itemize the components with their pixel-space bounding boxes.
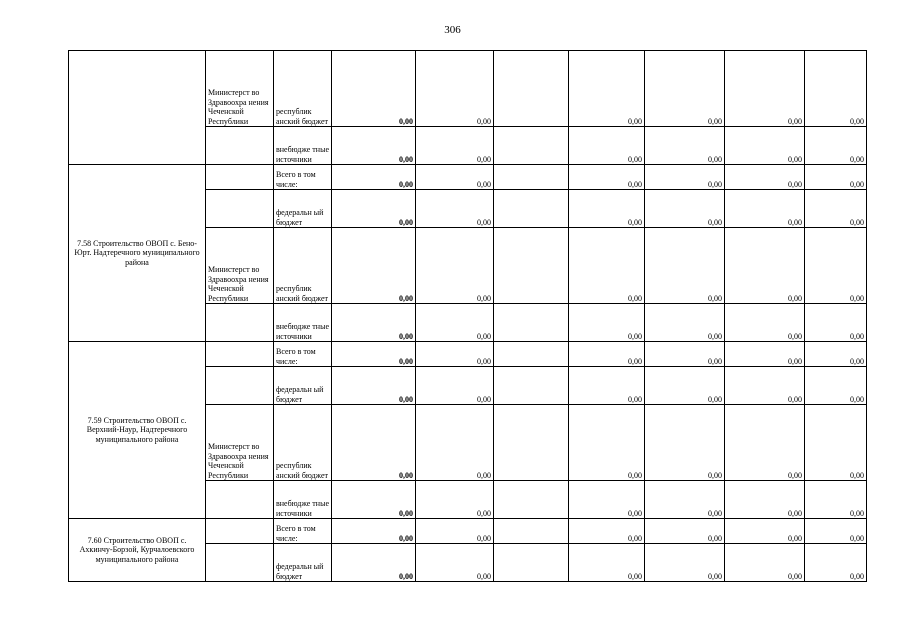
amount-cell: 0,00 [416,481,494,519]
responsible-cell [206,165,274,190]
amount-cell: 0,00 [805,544,867,582]
amount-cell: 0,00 [805,519,867,544]
responsible-cell: Министерст во Здравоохра нения Чеченской Республики [206,228,274,304]
amount-cell: 0,00 [569,228,645,304]
amount-cell: 0,00 [725,342,805,367]
amount-cell: 0,00 [725,228,805,304]
amount-cell: 0,00 [645,304,725,342]
responsible-cell [206,519,274,544]
table-row [69,519,867,544]
amount-cell: 0,00 [805,342,867,367]
amount-cell: 0,00 [332,544,416,582]
amount-cell [494,228,569,304]
amount-cell: 0,00 [569,544,645,582]
amount-cell: 0,00 [725,127,805,165]
amount-cell [494,544,569,582]
page-number: 306 [444,24,461,36]
funding-source-cell: федеральн ый бюджет [274,190,332,228]
amount-cell: 0,00 [569,481,645,519]
amount-cell: 0,00 [569,51,645,127]
amount-cell: 0,00 [725,405,805,481]
amount-cell: 0,00 [725,165,805,190]
amount-cell: 0,00 [416,367,494,405]
responsible-cell [206,481,274,519]
amount-cell: 0,00 [805,51,867,127]
object-title-cell [69,51,206,165]
amount-cell: 0,00 [725,481,805,519]
amount-cell: 0,00 [332,481,416,519]
object-title-cell: 7.59 Строительство ОВОП с. Верхний-Наур, Надтеречного муниципального района [69,342,206,519]
amount-cell: 0,00 [569,304,645,342]
amount-cell: 0,00 [805,304,867,342]
amount-cell [494,190,569,228]
amount-cell: 0,00 [725,367,805,405]
funding-source-cell: внебюдже тные источники [274,304,332,342]
amount-cell: 0,00 [725,304,805,342]
funding-source-cell: внебюдже тные источники [274,127,332,165]
table-row [69,165,867,190]
amount-cell: 0,00 [416,342,494,367]
amount-cell: 0,00 [332,228,416,304]
amount-cell: 0,00 [332,519,416,544]
amount-cell: 0,00 [332,190,416,228]
funding-source-cell: Всего в том числе: [274,165,332,190]
amount-cell: 0,00 [332,127,416,165]
amount-cell: 0,00 [725,190,805,228]
amount-cell [494,481,569,519]
amount-cell: 0,00 [569,127,645,165]
amount-cell: 0,00 [805,127,867,165]
responsible-cell [206,342,274,367]
funding-source-cell: республик анский бюджет [274,228,332,304]
table-row [69,51,867,127]
amount-cell: 0,00 [805,165,867,190]
amount-cell [494,51,569,127]
amount-cell: 0,00 [416,127,494,165]
budget-table [68,50,867,582]
funding-source-cell: республик анский бюджет [274,405,332,481]
responsible-cell [206,127,274,165]
responsible-cell [206,367,274,405]
funding-source-cell: Всего в том числе: [274,342,332,367]
table-row [69,342,867,367]
amount-cell: 0,00 [645,481,725,519]
amount-cell: 0,00 [645,544,725,582]
amount-cell: 0,00 [645,405,725,481]
amount-cell: 0,00 [332,342,416,367]
amount-cell [494,342,569,367]
object-title-cell: 7.58 Строительство ОВОП с. Бено-Юрт. Надтеречного муниципального района [69,165,206,342]
amount-cell: 0,00 [332,304,416,342]
amount-cell [494,304,569,342]
amount-cell: 0,00 [569,165,645,190]
amount-cell: 0,00 [805,481,867,519]
amount-cell: 0,00 [645,519,725,544]
funding-source-cell: федеральн ый бюджет [274,367,332,405]
amount-cell: 0,00 [332,405,416,481]
amount-cell: 0,00 [645,367,725,405]
amount-cell [494,127,569,165]
amount-cell: 0,00 [725,544,805,582]
amount-cell: 0,00 [569,519,645,544]
responsible-cell: Министерст во Здравоохра нения Чеченской Республики [206,51,274,127]
amount-cell [494,519,569,544]
amount-cell: 0,00 [725,51,805,127]
amount-cell: 0,00 [416,165,494,190]
amount-cell: 0,00 [416,544,494,582]
amount-cell: 0,00 [805,190,867,228]
amount-cell: 0,00 [645,342,725,367]
amount-cell: 0,00 [805,367,867,405]
funding-source-cell: республик анский бюджет [274,51,332,127]
responsible-cell [206,304,274,342]
amount-cell: 0,00 [416,228,494,304]
amount-cell: 0,00 [416,405,494,481]
amount-cell: 0,00 [805,228,867,304]
amount-cell: 0,00 [805,405,867,481]
amount-cell: 0,00 [332,51,416,127]
object-title-cell: 7.60 Строительство ОВОП с. Ахкинчу-Борзой, Курчалоевского муниципального района [69,519,206,582]
amount-cell [494,405,569,481]
amount-cell: 0,00 [569,405,645,481]
amount-cell: 0,00 [416,51,494,127]
amount-cell: 0,00 [416,190,494,228]
amount-cell: 0,00 [645,228,725,304]
amount-cell [494,165,569,190]
amount-cell: 0,00 [569,342,645,367]
amount-cell: 0,00 [645,51,725,127]
amount-cell: 0,00 [725,519,805,544]
amount-cell [494,367,569,405]
amount-cell: 0,00 [569,367,645,405]
responsible-cell [206,190,274,228]
amount-cell: 0,00 [416,304,494,342]
responsible-cell: Министерст во Здравоохра нения Чеченской Республики [206,405,274,481]
funding-source-cell: внебюдже тные источники [274,481,332,519]
amount-cell: 0,00 [645,190,725,228]
amount-cell: 0,00 [645,165,725,190]
funding-source-cell: федеральн ый бюджет [274,544,332,582]
amount-cell: 0,00 [645,127,725,165]
funding-source-cell: Всего в том числе: [274,519,332,544]
amount-cell: 0,00 [569,190,645,228]
amount-cell: 0,00 [416,519,494,544]
amount-cell: 0,00 [332,367,416,405]
responsible-cell [206,544,274,582]
amount-cell: 0,00 [332,165,416,190]
